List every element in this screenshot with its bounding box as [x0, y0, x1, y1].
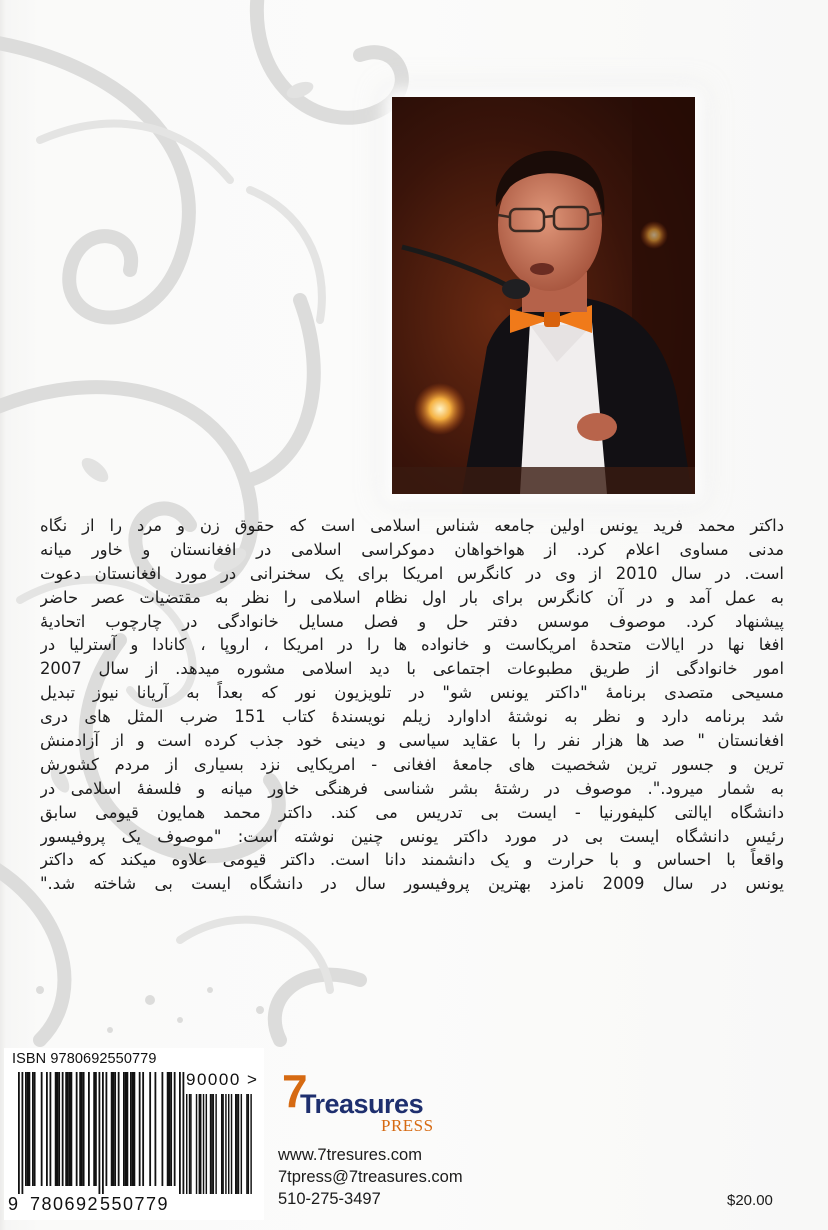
bio-line: رئیس دانشگاه ایست بی در مورد داکتر یونس چنین نوشته است: "موصوف یک پروفیسور: [40, 826, 784, 846]
ean-left-group: 780692: [30, 1194, 100, 1214]
bio-line: است. در سال 2010 از وی در کانگرس امریکا برای یک سخنرانی در مورد افغانستان دعوت: [40, 563, 784, 583]
bio-line: دانشگاه ایالتی کلیفورنیا - ایست بی تدریس می کند. داکتر محمد همایون قیومی سابق: [40, 802, 784, 822]
logo-press: PRESS: [381, 1116, 434, 1135]
barcode-bar: [62, 1072, 64, 1186]
barcode-bar: [113, 1072, 115, 1186]
barcode-bar: [81, 1072, 83, 1186]
addon-bar: [206, 1094, 207, 1194]
bio-line: واقعاً با احساس و با حرارت و یک دانشمند دانا است. داکتر قیومی علاوه میکند که داکتر: [40, 850, 784, 870]
barcode-bar: [67, 1072, 69, 1186]
addon-bar: [238, 1094, 239, 1194]
barcode-bar: [155, 1072, 157, 1186]
barcode-bars: [4, 1072, 264, 1196]
bio-line: پیشنهاد کرد. موصوف موسس دفتر حل و فصل مسایل خانوادگی در چارچوب اتحادیۀ: [40, 611, 784, 631]
barcode-bar: [69, 1072, 71, 1186]
bio-line: شد برنامه دارد و نظر به نوشتۀ اداوارد زیلم نویسندۀ کتاب 151 ضرب المثل های دری: [40, 707, 784, 727]
barcode-bar: [50, 1072, 52, 1186]
bio-line: ترین و جسور ترین شخصیت های جامعۀ افغانی - امریکایی نزد بسیاری از مردم کشورش: [40, 754, 784, 774]
publisher-logo: [280, 1065, 450, 1140]
ean-first-digit: 9: [8, 1194, 19, 1214]
addon-bar: [246, 1094, 247, 1194]
addon-bar: [222, 1094, 223, 1194]
isbn-label: ISBN 9780692550779: [12, 1051, 157, 1067]
logo-seven: 7: [282, 1065, 308, 1117]
publisher-contact: [278, 1144, 463, 1210]
addon-bar: [236, 1094, 237, 1194]
bio-line: به شمار میرود.". موصوف در رشتۀ بشر شناسی فرهنگی خاور میانه و فلسفۀ اسلامی در: [40, 778, 784, 798]
barcode-bar: [18, 1072, 20, 1194]
barcode-bar: [127, 1072, 129, 1186]
barcode-bar: [27, 1072, 29, 1186]
publisher-phone: 510-275-3497: [278, 1190, 381, 1208]
barcode-bar: [142, 1072, 144, 1186]
bio-line: افغا نها در ایالات متحدۀ امریکاست و خانواده ها را در امریکا ، اروپا ، کانادا و آسترلیا در: [40, 635, 784, 655]
addon-bar: [221, 1094, 222, 1194]
addon-bar: [186, 1094, 187, 1194]
barcode-bar: [76, 1072, 78, 1186]
barcode-bar: [34, 1072, 36, 1186]
addon-bar: [200, 1094, 201, 1194]
author-photo: [392, 97, 695, 494]
barcode-bar: [174, 1072, 176, 1186]
barcode-bar: [106, 1072, 108, 1186]
barcode-bar: [83, 1072, 85, 1186]
logo-wordmark: Treasures: [300, 1089, 424, 1119]
addon-bar: [225, 1094, 226, 1194]
addon-bar: [250, 1094, 251, 1194]
addon-bar: [215, 1094, 216, 1194]
barcode-bar: [29, 1072, 31, 1186]
barcode-bar: [95, 1072, 97, 1186]
barcode-bar: [79, 1072, 81, 1186]
book-price: $20.00: [727, 1192, 773, 1209]
barcode-bar: [130, 1072, 132, 1186]
addon-bar: [199, 1094, 200, 1194]
addon-bar: [235, 1094, 236, 1194]
barcode-bar: [132, 1072, 134, 1186]
barcode-bar: [167, 1072, 169, 1186]
barcode-bar: [111, 1072, 113, 1186]
bio-line: افغانستان " صد ها هزار نفر را با عقاید سیاسی و دینی خود جذب کرده است و از آزادمنش: [40, 731, 784, 751]
barcode-bar: [114, 1072, 116, 1186]
bio-line: مسیحی متصدی برنامۀ "داکتر یونس شو" در تلویزیون نور که بعداً به آریانا نیوز تبدیل: [40, 683, 784, 703]
addon-bar: [189, 1094, 190, 1194]
publisher-email: 7tpress@7treasures.com: [278, 1168, 463, 1186]
publisher-website: www.7tresures.com: [278, 1146, 422, 1164]
barcode-bar: [169, 1072, 171, 1186]
addon-bar: [196, 1094, 197, 1194]
barcode-bar: [99, 1072, 101, 1194]
bio-line: به عمل آمد و در آن کانگرس برای بار اول نظام اسلامی را نظر به مقتضیات عصر حاضر: [40, 587, 784, 607]
barcode-bar: [25, 1072, 27, 1186]
barcode-bar: [65, 1072, 67, 1186]
bio-line: داکتر محمد فرید یونس اولین جامعه شناس اسلامی است که حقوق زن و مرد را از نگاه: [40, 516, 784, 535]
barcode-bar: [134, 1072, 136, 1186]
addon-bar: [203, 1094, 204, 1194]
addon-bar: [248, 1094, 249, 1194]
addon-bar: [228, 1094, 229, 1194]
barcode-bar: [162, 1072, 164, 1186]
barcode-bar: [58, 1072, 60, 1186]
addon-bar: [231, 1094, 232, 1194]
barcode-bar: [139, 1072, 141, 1186]
addon-bar: [211, 1094, 212, 1194]
barcode-bar: [71, 1072, 73, 1186]
addon-bar: [241, 1094, 242, 1194]
bio-line: مدنی مساوی اعلام کرد. از هواخواهان دموکراسی اسلامی در افغانستان و خاور میانه: [40, 539, 784, 559]
ean-right-group: 550779: [100, 1194, 170, 1214]
isbn-barcode: [4, 1048, 264, 1220]
addon-bar: [210, 1094, 211, 1194]
barcode-bar: [88, 1072, 90, 1186]
barcode-bar: [46, 1072, 48, 1186]
barcode-bar: [41, 1072, 43, 1186]
barcode-bar: [125, 1072, 127, 1186]
barcode-bar: [93, 1072, 95, 1186]
author-biography: [40, 514, 784, 896]
addon-bar: [213, 1094, 214, 1194]
price-add-on-code: 90000 >: [186, 1070, 259, 1089]
barcode-bar: [123, 1072, 125, 1186]
barcode-bar: [55, 1072, 57, 1186]
barcode-bar: [179, 1072, 181, 1194]
bio-line: یونس در سال 2009 نامزد بهترین پروفیسور سال در دانشگاه ایست بی شاخته شد.": [40, 874, 784, 894]
barcode-bar: [102, 1072, 104, 1194]
bio-line: امور خانوادگی از طریق مطبوعات اجتماعی با دید اسلامی مشوره میدهد. از سال 2007: [40, 659, 784, 679]
barcode-bar: [32, 1072, 34, 1186]
addon-bar: [190, 1094, 191, 1194]
barcode-bar: [118, 1072, 120, 1186]
barcode-bar: [183, 1072, 185, 1194]
barcode-bar: [170, 1072, 172, 1186]
barcode-bar: [57, 1072, 59, 1186]
barcode-bar: [22, 1072, 24, 1194]
barcode-bar: [149, 1072, 151, 1186]
